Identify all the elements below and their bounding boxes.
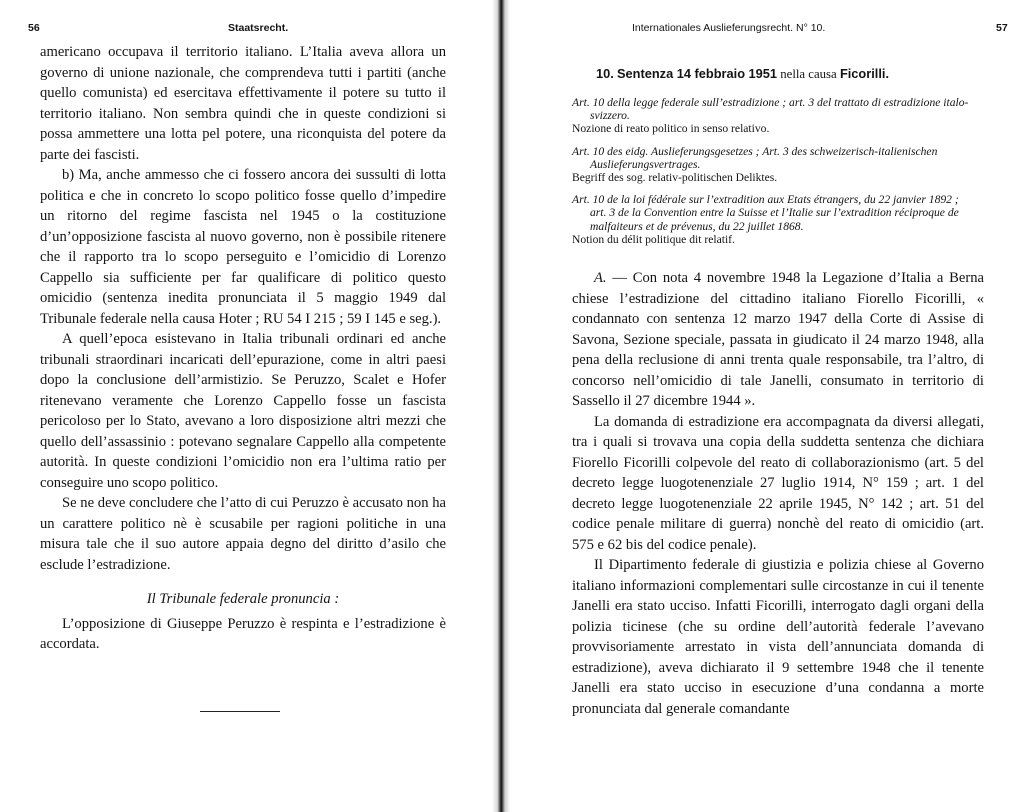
right-body: [572, 268, 984, 719]
left-running-head: Staatsrecht.: [228, 22, 289, 34]
paragraph: b) Ma, anche ammesso che ci fossero ancora dei sussulti di lotta politica e che in concreto lo scopo politico fosse quello d’impedire un ritorno del regime fascista nel 1945 o la costituzione d’un’opposizione fascista al nuovo governo, non è possibile ritenere che il rapporto tra lo scopo perseguito e l’omicidio di Lorenzo Cappello sia sufficiente per far qualificare di politico questo omicidio (sentenza inedita pronunciata il 5 maggio 1949 dal Tribunale federale nella causa Hoter ; RU 54 I 215 ; 59 I 145 e seg.).: [40, 167, 446, 327]
left-page: [0, 0, 492, 812]
paragraph-text: — Con nota 4 novembre 1948 la Legazione d’Italia a Berna chiese l’estradizione del cittadino italiano Fiorello Ficorilli, « condannato con sentenza 12 marzo 1947 della Corte di Assise di Savona, Sezione speciale, passata in giudicato il 24 marzo 1948, alla pena della reclusione di anni trenta quale responsabile, tra l’altro, di concorso nell’omicidio di tale Janelli, consumato in territorio di Sassello il 27 dicembre 1944 ».: [572, 270, 984, 409]
case-title-rest: nella causa: [780, 67, 837, 81]
case-title-number: 10.: [596, 66, 614, 81]
right-page-number: 57: [996, 22, 1008, 34]
headnote-note: Nozione di reato politico in senso relativo.: [572, 122, 770, 136]
case-title: [596, 66, 889, 82]
headnote-article: Art. 10 della legge federale sull’estradizione ; art. 3 del trattato di estradizione italo-svizzero.: [572, 96, 969, 123]
headnote-note: Notion du délit politique dit relatif.: [572, 232, 735, 246]
paragraph: La domanda di estradizione era accompagnata da diversi allegati, tra i quali si trovava una copia della suddetta sentenza che dichiara Fiorello Ficorilli colpevole del reato di collaborazionismo (art. 5 del decreto legge luogotenenziale 27 luglio 1914, N° 159 ; art. 1 del decreto legge luogotenenziale 22 aprile 1945, N° 142 ; art. 51 del codice penale militare di guerra) nonchè del reato di omicidio (art. 575 e 62 bis del codice penale).: [572, 413, 984, 553]
case-title-name: Ficorilli.: [839, 66, 890, 81]
right-running-head: Internationales Auslieferungsrecht. N° 10.: [632, 22, 826, 34]
section-letter: A.: [594, 270, 607, 286]
paragraph: americano occupava il territorio italiano. L’Italia aveva allora un governo di unione nazionale, che comprendeva tutti i partiti (anche quello comunista) ed esercitava effettivamente il potere su tutto il territorio italiano. Non sembra quindi che in queste condizioni si possa ammettere una lotta pel potere, una riconquista del potere da parte dei fascisti.: [40, 44, 446, 163]
paragraph: Il Dipartimento federale di giustizia e polizia chiese al Governo italiano informazioni complementari sulle circostanze in cui il tenente Janelli era stato ucciso. Infatti Ficorilli, interrogato dagli organi della polizia ticinese (che su ordine dell’autorità federale l’avevano provvisoriamente arrestato in vista dell’annunciata domanda di estradizione), aveva dichiarato il 9 settembre 1948 che il tenente Janelli era stato ucciso in esecuzione d’una condanna a morte pronunciata dal generale comandante: [572, 557, 984, 717]
paragraph: [572, 268, 984, 412]
left-page-number: 56: [28, 22, 40, 34]
case-title-date: Sentenza 14 febbraio 1951: [617, 66, 778, 81]
verdict-text: L’opposizione di Giuseppe Peruzzo è respinta e l’estradizione è accordata.: [40, 615, 446, 652]
headnote-article: Art. 10 de la loi fédérale sur l’extradition aux Etats étrangers, du 22 janvier 1892 ; art. 3 de la Convention entre la Suisse et l’Italie sur l’extradition réciproque de malfaiteurs et de prévenus, du 22 juillet 1868.: [572, 193, 959, 233]
book-gutter: [492, 0, 510, 812]
right-page: [510, 0, 1024, 812]
paragraph: A quell’epoca esistevano in Italia tribunali ordinari ed anche tribunali straordinari incaricati dell’epurazione, come in altri paesi dopo la conclusione dell’armistizio. Se Peruzzo, Scalet e Hofer ritenevano veramente che Lorenzo Cappello fosse un fascista pericoloso per lo Stato, avevano a loro disposizione altri mezzi che quello dell’assassinio : potevano segnalare Cappello alla competente autorità. In queste condizioni l’omicidio non era l’ultima ratio per conseguire uno scopo politico.: [40, 331, 446, 491]
end-rule: [200, 711, 280, 712]
paragraph: Se ne deve concludere che l’atto di cui Peruzzo è accusato non ha un carattere politico nè è scusabile per ragioni politiche in una misura tale che il suo autore appaia degno del diritto d’asilo che esclude l’estradizione.: [40, 495, 446, 573]
headnote-note: Begriff des sog. relativ-politischen Deliktes.: [572, 171, 778, 185]
headnotes: [572, 96, 972, 255]
left-body: [40, 42, 446, 655]
verdict-heading: Il Tribunale federale pronuncia :: [146, 591, 340, 607]
headnote-article: Art. 10 des eidg. Auslieferungsgesetzes ; Art. 3 des schweizerisch-italienischen Auslieferungsvertrages.: [572, 144, 938, 171]
